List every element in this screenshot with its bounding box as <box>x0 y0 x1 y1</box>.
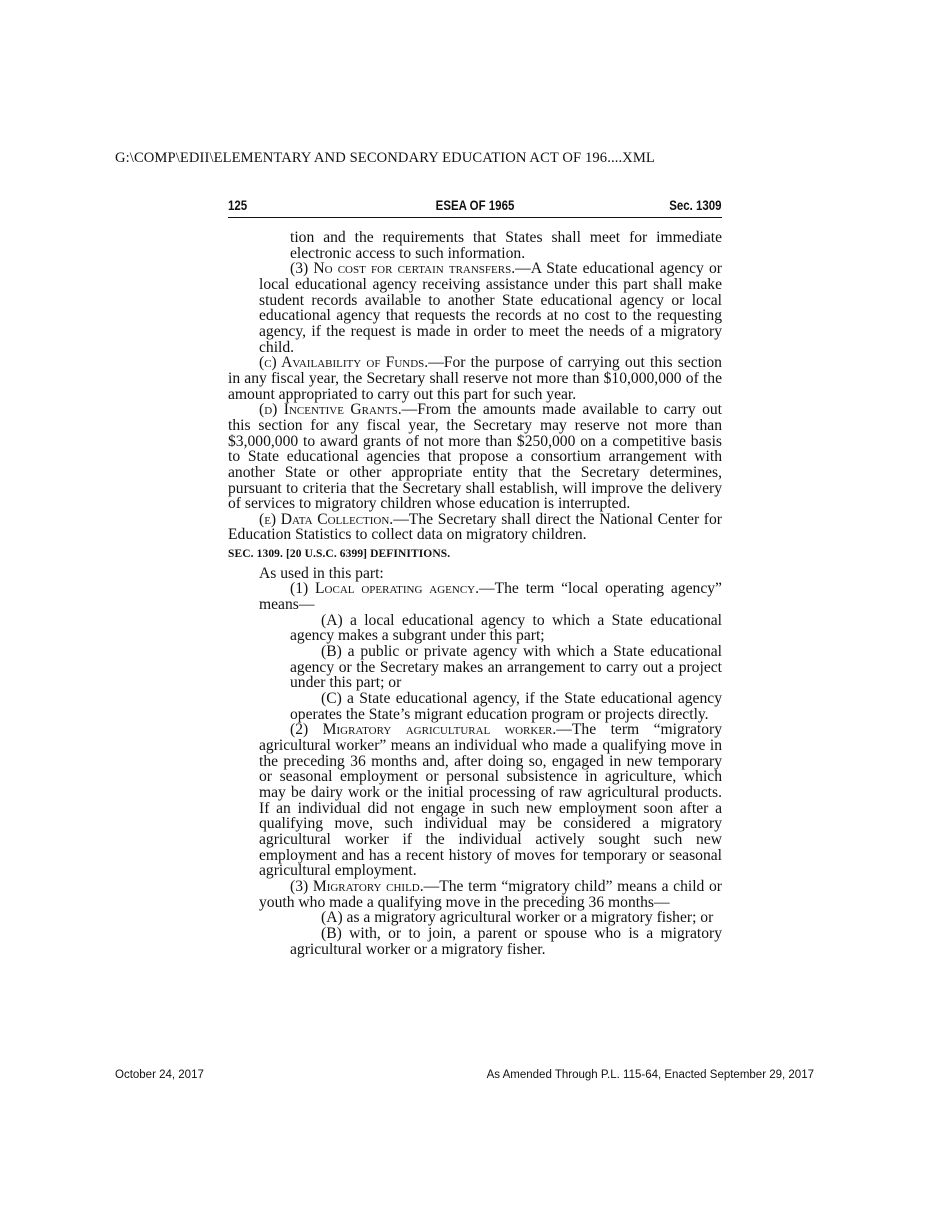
paragraph-text: —A State educational agency or local educational agency receiving assistance under this part shall make student records available to another State educational agency or local educational agency that requests the records at no cost to the requesting agency, if the request is made in order to meet the needs of a migratory child. <box>259 260 722 356</box>
subsection-e <box>228 512 722 543</box>
act-title: ESEA OF 1965 <box>435 198 515 213</box>
definition-heading: (1) Local operating agency. <box>290 580 480 598</box>
footer-date: October 24, 2017 <box>115 1069 204 1081</box>
definition-2 <box>228 722 722 879</box>
running-header <box>228 197 722 218</box>
file-path: G:\COMP\EDII\ELEMENTARY AND SECONDARY EDUCATION ACT OF 196....XML <box>115 150 655 166</box>
paragraph-heading: (3) No cost for certain transfers. <box>290 260 516 278</box>
subsection-d <box>228 402 722 512</box>
definition-3-a: (A) as a migratory agricultural worker or a migratory fisher; or <box>321 909 714 927</box>
document-body <box>228 230 722 957</box>
definition-1-c: (C) a State educational agency, if the State educational agency operates the State’s migrant education program or projects directly. <box>290 690 722 723</box>
subsection-text: —For the purpose of carrying out this section in any fiscal year, the Secretary shall reserve not more than $10,000,000 of the amount appropriated to carry out this part for such year. <box>228 354 722 403</box>
subsection-text: —From the amounts made available to carry out this section for any fiscal year, the Secretary may reserve not more than $3,000,000 to award grants of not more than $250,000 on a competitive basis to State educational agencies that propose a consortium arrangement with another State or other appropriate entity that the Secretary determines, pursuant to criteria that the Secretary shall establish, will improve the delivery of services to migratory children whose education is interrupted. <box>228 401 722 513</box>
definition-heading: (2) Migratory agricultural worker. <box>290 721 557 739</box>
paragraph-no-cost-transfers <box>228 261 722 355</box>
subsection-heading: (c) Availability of Funds. <box>259 354 429 372</box>
definition-1-a: (A) a local educational agency to which a State educational agency makes a subgrant under this part; <box>290 611 722 645</box>
continued-paragraph: tion and the requirements that States shall meet for immediate electronic access to such information. <box>290 229 722 262</box>
subsection-text: —The Secretary shall direct the National Center for Education Statistics to collect data on migratory children. <box>228 510 722 544</box>
page-number: 125 <box>228 198 248 213</box>
definition-1-b: (B) a public or private agency with which a State educational agency or the Secretary makes an arrangement to carry out a project under this part; or <box>290 643 722 692</box>
definition-heading: (3) Migratory child. <box>290 877 424 895</box>
definition-3-b: (B) with, or to join, a parent or spouse who is a migratory agricultural worker or a migratory fisher. <box>290 924 722 958</box>
section-reference: Sec. 1309 <box>669 198 722 213</box>
footer-amended-note: As Amended Through P.L. 115-64, Enacted September 29, 2017 <box>486 1069 814 1081</box>
subsection-heading: (e) Data Collection. <box>259 510 394 528</box>
section-heading: SEC. 1309. [20 U.S.C. 6399] DEFINITIONS. <box>228 548 451 561</box>
definition-text: —The term “local operating agency” means— <box>259 580 722 614</box>
definition-text: —The term “migratory child” means a child or youth who made a qualifying move in the preceding 36 months— <box>259 877 722 911</box>
definition-1 <box>228 581 722 612</box>
definition-text: —The term “migratory agricultural worker” means an individual who made a qualifying move in the preceding 36 months and, after doing so, engaged in new temporary or seasonal employment or personal subsistence in agriculture, which may be dairy work or the initial processing of raw agricultural products. If an individual did not engage in such new employment soon after a qualifying move, such individual may be considered a migratory agricultural worker if the individual actively sought such new employment and has a recent history of moves for temporary or seasonal agricultural employment. <box>259 721 723 880</box>
definition-3 <box>228 879 722 910</box>
subsection-heading: (d) Incentive Grants. <box>259 401 402 419</box>
definitions-intro: As used in this part: <box>259 564 384 582</box>
subsection-c <box>228 355 722 402</box>
